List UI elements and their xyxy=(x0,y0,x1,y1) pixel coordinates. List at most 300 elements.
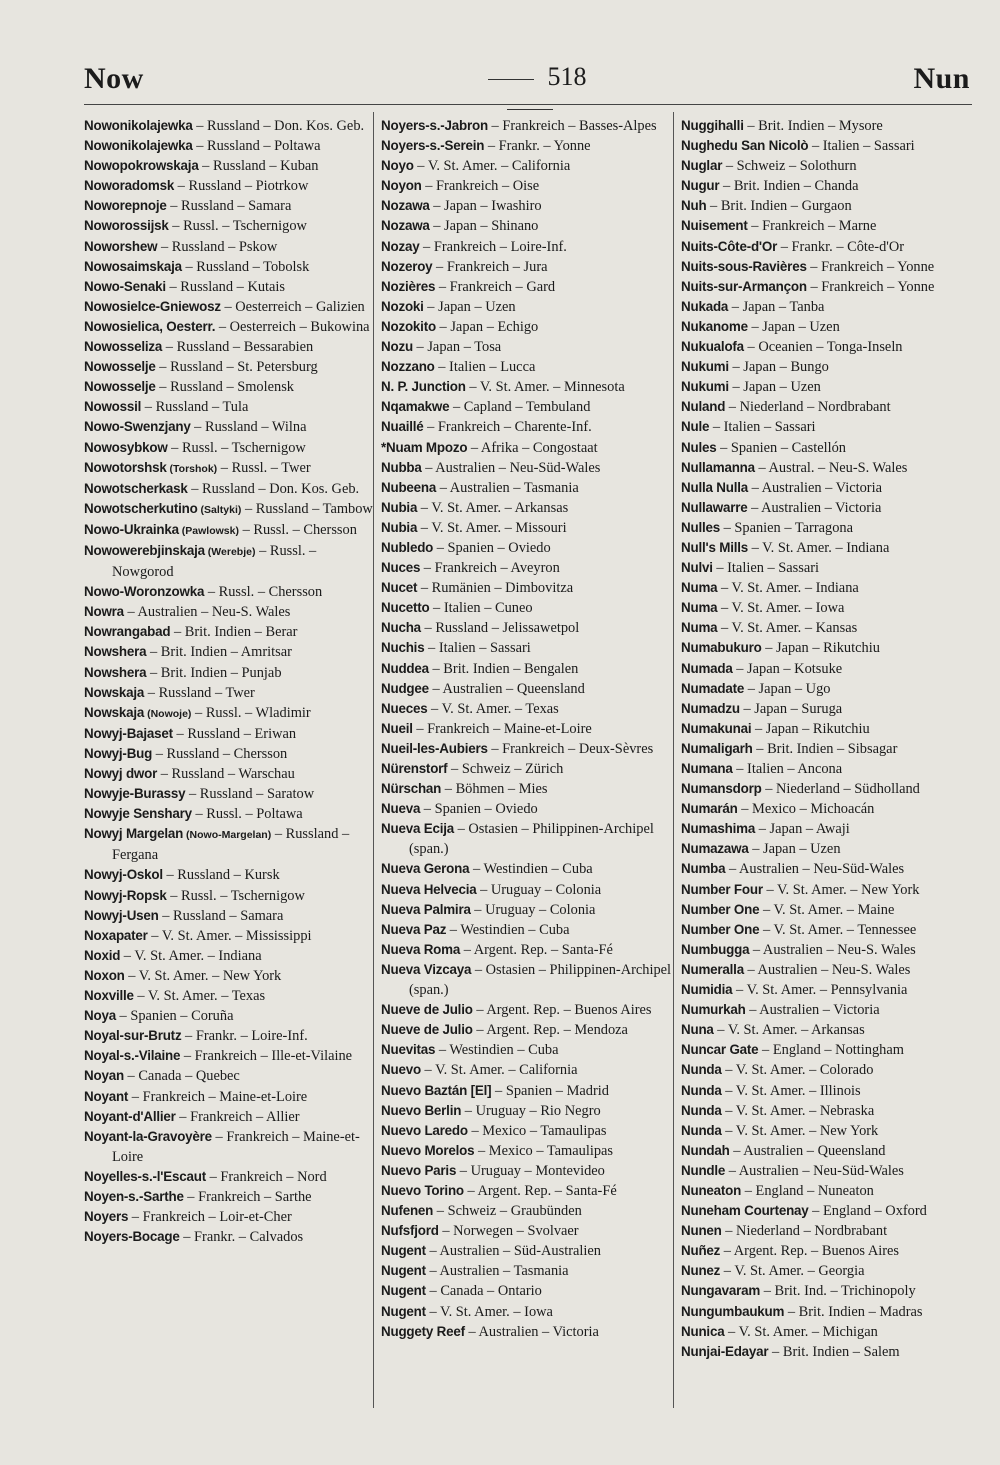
dictionary-entry xyxy=(681,1141,976,1161)
dictionary-entry xyxy=(681,1342,976,1362)
dictionary-entry xyxy=(381,1221,676,1241)
dictionary-entry xyxy=(381,417,676,437)
entry-location: – Ostasien – Philippinen-Archipel (span.) xyxy=(409,821,654,858)
entry-headword: Nueil xyxy=(381,720,413,736)
entry-location: – Oceanien – Tonga-Inseln xyxy=(743,339,903,356)
dictionary-entry xyxy=(381,397,676,417)
entry-location: – V. St. Amer. – New York xyxy=(124,967,282,984)
entry-headword: Numa xyxy=(681,620,718,636)
entry-location: – Russland – Poltawa xyxy=(192,138,321,155)
dictionary-entry xyxy=(381,799,676,819)
entry-headword: Nucet xyxy=(381,580,418,596)
entry-headword: Nuglar xyxy=(681,158,723,174)
header-rule xyxy=(84,104,972,105)
dictionary-entry xyxy=(84,1006,379,1026)
dictionary-entry xyxy=(381,1302,676,1322)
dictionary-entry xyxy=(681,136,976,156)
dictionary-entry xyxy=(84,986,379,1006)
dictionary-entry xyxy=(381,1181,676,1201)
entry-location: – Niederland – Nordbrabant xyxy=(725,399,891,416)
entry-headword: Nowshera xyxy=(84,664,147,680)
entry-headword: Noyers xyxy=(84,1209,129,1225)
entry-headword: Nowyj-Ropsk xyxy=(84,887,167,903)
entry-location: – Australien – Neu-S. Wales xyxy=(123,604,291,621)
entry-headword: Nubba xyxy=(381,459,422,475)
entry-headword: Numidia xyxy=(681,982,733,998)
entry-location: – Brit. Indien – Bengalen xyxy=(428,660,579,677)
entry-location: – Canada – Ontario xyxy=(425,1283,542,1300)
dictionary-entry xyxy=(84,1207,379,1227)
dictionary-entry xyxy=(381,1060,676,1080)
dictionary-entry xyxy=(681,176,976,196)
entry-headword: Nucha xyxy=(381,620,421,636)
entry-headword: Nufenen xyxy=(381,1203,434,1219)
entry-location: – Russland – Smolensk xyxy=(155,379,295,396)
entry-location: – England – Oxford xyxy=(808,1203,927,1220)
entry-headword: Nowra xyxy=(84,604,124,620)
dictionary-entry xyxy=(681,277,976,297)
entry-location: – Russland – Pskow xyxy=(157,238,278,255)
entry-location: – Frankreich – Allier xyxy=(175,1108,300,1125)
dictionary-entry xyxy=(84,926,379,946)
entry-headword: Nueva Vizcaya xyxy=(381,961,472,977)
entry-headword: Nungumbaukum xyxy=(681,1303,785,1319)
dictionary-entry xyxy=(381,960,676,1000)
entry-location: – Russland – Tobolsk xyxy=(181,258,310,275)
entry-headword: Nowyj Margelan xyxy=(84,826,184,842)
dictionary-entry xyxy=(381,1040,676,1060)
dictionary-entry xyxy=(681,960,976,980)
entry-headword: Noya xyxy=(84,1008,116,1024)
dictionary-entry xyxy=(381,779,676,799)
entry-headword: Numashima xyxy=(681,821,756,837)
entry-headword: Noyal-sur-Brutz xyxy=(84,1028,182,1044)
entry-location: – Frankreich – Maine-et-Loire xyxy=(112,1128,360,1165)
entry-location: – Italien – Ancona xyxy=(732,761,843,777)
entry-headword: Nugent xyxy=(381,1263,426,1279)
entry-headword: Nugent xyxy=(381,1283,426,1299)
dictionary-entry xyxy=(381,920,676,940)
entry-location: – Russland – Samara xyxy=(158,907,284,924)
entry-headword: Nulla Nulla xyxy=(681,479,748,495)
entry-headword: Numazawa xyxy=(681,841,749,857)
dictionary-entry xyxy=(84,216,379,236)
entry-headword: Nuevo Berlin xyxy=(381,1102,462,1118)
dictionary-entry xyxy=(381,1121,676,1141)
dictionary-entry xyxy=(84,417,379,437)
dash-right xyxy=(507,109,553,110)
entry-headword: Nuggihalli xyxy=(681,118,744,133)
dictionary-entry xyxy=(681,478,976,498)
entry-location: – Frankreich – Gard xyxy=(435,278,556,295)
entry-location: – Norwegen – Svolvaer xyxy=(438,1223,579,1240)
entry-headword: Nunica xyxy=(681,1323,725,1339)
entry-headword: Nucetto xyxy=(381,600,430,616)
entry-location: – Japan – Shinano xyxy=(429,218,539,235)
dictionary-entry xyxy=(381,438,676,458)
dictionary-entry xyxy=(681,1241,976,1261)
entry-headword: Nufsfjord xyxy=(381,1223,439,1239)
entry-location: – Japan – Awaji xyxy=(755,821,850,838)
entry-headword: Nukumi xyxy=(681,379,729,395)
entry-location: – Rumänien – Dimbovitza xyxy=(417,580,574,597)
entry-headword: Nürschan xyxy=(381,781,442,797)
dictionary-entry xyxy=(84,1127,379,1167)
entry-location: – Russland – St. Petersburg xyxy=(155,359,318,376)
entry-headword: Number One xyxy=(681,901,760,917)
dictionary-entry xyxy=(381,136,676,156)
dictionary-entry xyxy=(84,541,379,582)
entry-location: – Westindien – Cuba xyxy=(435,1042,559,1059)
dictionary-entry xyxy=(84,683,379,703)
entry-headword: Null's Mills xyxy=(681,539,749,555)
entry-headword: Noyen-s.-Sarthe xyxy=(84,1188,184,1204)
entry-headword: Nozières xyxy=(381,278,436,294)
dictionary-entry xyxy=(681,1201,976,1221)
entry-headword: Noyelles-s.-l'Escaut xyxy=(84,1168,206,1184)
entry-headword: Number One xyxy=(681,921,760,937)
entry-location: – Australien – Victoria xyxy=(748,479,882,496)
dictionary-entry xyxy=(84,116,379,136)
dictionary-entry xyxy=(681,719,976,739)
dictionary-entry xyxy=(381,759,676,779)
entry-location: – Australien – Tasmania xyxy=(436,479,579,496)
entry-headword: Nubia xyxy=(381,499,418,515)
entry-headword: Nowyje Senshary xyxy=(84,806,192,822)
dictionary-entry xyxy=(84,784,379,804)
entry-location: – Russland – Bessarabien xyxy=(162,339,314,356)
entry-headword: Nowosaimskaja xyxy=(84,258,182,274)
entry-location: – England – Nuneaton xyxy=(741,1182,874,1199)
entry-headword: Nuevo Paris xyxy=(381,1162,457,1178)
dictionary-entry xyxy=(681,518,976,538)
entry-headword: Nowowerebjinskaja xyxy=(84,542,205,558)
dictionary-entry xyxy=(84,1227,379,1247)
entry-location: – Japan – Uzen xyxy=(747,318,840,335)
dictionary-entry xyxy=(84,196,379,216)
dictionary-entry xyxy=(681,799,976,819)
entry-headword: Nunen xyxy=(681,1223,722,1239)
entry-headword: Numakunai xyxy=(681,720,752,736)
dictionary-entry xyxy=(681,839,976,859)
dictionary-entry xyxy=(681,900,976,920)
dictionary-entry xyxy=(381,618,676,638)
dictionary-entry xyxy=(381,739,676,759)
entry-location: – Russland – Samara xyxy=(166,198,292,215)
entry-headword: Nullawarre xyxy=(681,499,748,515)
dictionary-entry xyxy=(681,739,976,759)
dictionary-entry xyxy=(381,819,676,859)
dictionary-entry xyxy=(681,880,976,900)
entry-headword: Nueve de Julio xyxy=(381,1002,473,1018)
entry-location: – Uruguay – Rio Negro xyxy=(461,1102,601,1119)
dictionary-entry xyxy=(381,498,676,518)
entry-location: – Argent. Rep. – Buenos Aires xyxy=(720,1243,899,1260)
entry-headword: Noyal-s.-Vilaine xyxy=(84,1048,181,1064)
entry-location: – Russl. – Chersson xyxy=(238,521,357,538)
entry-location: – Oesterreich – Galizien xyxy=(220,298,365,315)
entry-headword: Nubledo xyxy=(381,539,434,555)
entry-headword: Numbugga xyxy=(681,941,750,957)
dictionary-entry xyxy=(681,1181,976,1201)
entry-location: – Frankreich – Ille-et-Vilaine xyxy=(180,1048,353,1065)
dictionary-entry xyxy=(84,277,379,297)
dictionary-entry xyxy=(84,1066,379,1086)
entry-headword: Nowosybkow xyxy=(84,439,168,455)
entry-location: – Brit. Indien – Gurgaon xyxy=(706,198,852,215)
dictionary-entry xyxy=(381,1322,676,1342)
dictionary-entry xyxy=(84,317,379,337)
entry-headword: Nuevo Baztán [El] xyxy=(381,1082,492,1098)
entry-headword: Nukualofa xyxy=(681,339,744,355)
entry-location: – Ostasien – Philippinen-Archipel (span.) xyxy=(409,961,672,999)
entry-headword: Nozay xyxy=(381,238,420,254)
entry-location: – Russland – Fergana xyxy=(112,826,350,864)
entry-location: – Russland – Wilna xyxy=(190,419,307,436)
entry-location: – Uruguay – Montevideo xyxy=(456,1162,605,1179)
dictionary-entry xyxy=(84,642,379,662)
entry-location: – Spanien – Tarragona xyxy=(720,519,854,536)
entry-headword: Nueces xyxy=(381,700,428,716)
entry-headword: Noyers-Bocage xyxy=(84,1229,180,1245)
dictionary-entry xyxy=(681,558,976,578)
dictionary-entry xyxy=(681,397,976,417)
entry-headword: Nowopokrowskaja xyxy=(84,158,199,174)
dictionary-entry xyxy=(381,518,676,538)
entry-headword: Noyon xyxy=(381,178,422,194)
dictionary-entry xyxy=(84,458,379,479)
dictionary-entry xyxy=(381,719,676,739)
entry-location: – Frankr. – Loire-Inf. xyxy=(181,1028,308,1045)
entry-headword: Nugur xyxy=(681,178,720,194)
dictionary-entry xyxy=(84,622,379,642)
entry-location: – Japan – Iwashiro xyxy=(429,198,542,215)
entry-headword: Nueva Roma xyxy=(381,941,461,957)
entry-headword: Nuevo xyxy=(381,1062,421,1078)
entry-location: – Westindien – Cuba xyxy=(469,861,593,878)
dictionary-entry xyxy=(681,1261,976,1281)
entry-headword: Nowskaja xyxy=(84,684,145,700)
entry-location: – Italien – Sassari xyxy=(808,138,915,155)
entry-location: – Australien – Neu-Süd-Wales xyxy=(421,459,601,476)
entry-location: – Brit. Indien – Salem xyxy=(768,1343,900,1360)
entry-headword: Nowyj-Bug xyxy=(84,745,153,761)
dictionary-entry xyxy=(381,659,676,679)
entry-alt-name: (Saltyki) xyxy=(197,503,242,516)
header-right-guide-word: Nun xyxy=(913,62,970,95)
entry-headword: Nowyje-Burassy xyxy=(84,786,186,802)
entry-location: – Capland – Tembuland xyxy=(449,399,591,416)
entry-headword: Nowonikolajewka xyxy=(84,118,193,133)
entry-headword: Nowossil xyxy=(84,399,142,415)
entry-location: – Brit. Indien – Mysore xyxy=(743,118,883,134)
entry-location: – Argent. Rep. – Mendoza xyxy=(472,1022,628,1039)
dictionary-entry xyxy=(681,297,976,317)
entry-headword: Nuh xyxy=(681,198,707,214)
dictionary-entry xyxy=(381,679,676,699)
entry-location: – Argent. Rep. – Santa-Fé xyxy=(460,941,613,958)
entry-headword: Noworossijsk xyxy=(84,218,169,234)
dictionary-entry xyxy=(681,759,976,779)
dictionary-entry xyxy=(84,357,379,377)
entry-headword: Numadzu xyxy=(681,700,740,716)
dictionary-entry xyxy=(681,1000,976,1020)
entry-headword: Nueva Paz xyxy=(381,921,447,937)
entry-location: – V. St. Amer. – Arkansas xyxy=(417,499,569,516)
entry-location: – Niederland – Südholland xyxy=(761,781,920,798)
dictionary-entry xyxy=(84,582,379,602)
entry-headword: Noxid xyxy=(84,947,121,963)
dictionary-entry xyxy=(681,638,976,658)
entry-headword: Numabukuro xyxy=(681,640,762,656)
dictionary-entry xyxy=(84,744,379,764)
entry-location: – Frankr. – Yonne xyxy=(484,138,591,155)
dictionary-entry xyxy=(681,458,976,478)
dictionary-entry xyxy=(381,176,676,196)
entry-location: – V. St. Amer. – Tennessee xyxy=(759,921,917,938)
dictionary-entry xyxy=(681,156,976,176)
entry-location: – V. St. Amer. – California xyxy=(420,1062,578,1079)
entry-headword: Nowyj-Bajaset xyxy=(84,725,173,741)
dictionary-entry xyxy=(381,538,676,558)
entry-location: – Spanien – Coruña xyxy=(115,1008,234,1025)
entry-headword: Nowshera xyxy=(84,644,147,660)
entry-location: – V. St. Amer. – Missouri xyxy=(417,519,567,536)
dictionary-entry xyxy=(681,1060,976,1080)
dictionary-entry xyxy=(84,237,379,257)
dictionary-entry xyxy=(84,602,379,622)
entry-location: – Russland – Don. Kos. Geb. xyxy=(192,118,365,134)
entry-headword: Nuits-sous-Ravières xyxy=(681,258,807,274)
entry-location: – Japan – Echigo xyxy=(435,318,539,335)
entry-headword: Nozu xyxy=(381,339,413,355)
entry-headword: Nugent xyxy=(381,1303,426,1319)
dictionary-entry xyxy=(381,257,676,277)
entry-headword: Nudgee xyxy=(381,680,429,696)
entry-headword: Nqamakwe xyxy=(381,399,450,415)
dictionary-entry xyxy=(381,277,676,297)
entry-headword: Noyant xyxy=(84,1088,129,1104)
entry-location: – V. St. Amer. – Kansas xyxy=(717,620,858,637)
dictionary-entry xyxy=(381,578,676,598)
entry-headword: Nuchis xyxy=(381,640,425,656)
entry-location: – Japan – Uzen xyxy=(423,298,516,315)
dictionary-entry xyxy=(84,865,379,885)
page-number-block xyxy=(440,62,620,122)
entry-location: – V. St. Amer. – Texas xyxy=(133,988,266,1005)
entry-location: – Frankr. – Côte-d'Or xyxy=(777,238,905,255)
dictionary-entry xyxy=(381,859,676,879)
entry-headword: Nowyj-Oskol xyxy=(84,867,163,883)
entry-location: – Westindien – Cuba xyxy=(446,921,570,938)
dictionary-entry xyxy=(381,880,676,900)
entry-location: – Russland – Tula xyxy=(141,399,249,416)
dictionary-entry xyxy=(681,498,976,518)
entry-headword: Nundle xyxy=(681,1162,726,1178)
dictionary-entry xyxy=(84,886,379,906)
entry-headword: Nowotorshsk xyxy=(84,459,167,475)
entry-location: – Russl. – Nowgorod xyxy=(112,542,317,581)
dictionary-entry xyxy=(381,196,676,216)
entry-location: – Russland – Jelissawetpol xyxy=(420,620,580,637)
entry-headword: *Nuam Mpozo xyxy=(381,439,468,455)
dictionary-entry xyxy=(381,1101,676,1121)
entry-location: – Uruguay – Colonia xyxy=(476,881,602,898)
entry-location: – Brit. Indien – Punjab xyxy=(146,664,282,681)
entry-location: – Russl. – Twer xyxy=(217,459,311,476)
entry-location: – Russland – Kutais xyxy=(165,278,286,295)
entry-alt-name: (Nowo-Margelan) xyxy=(183,829,272,842)
entry-headword: Numaligarh xyxy=(681,740,753,756)
dictionary-entry xyxy=(381,598,676,618)
entry-headword: Nughedu San Nicolò xyxy=(681,138,809,154)
entry-location: – Frankreich – Oise xyxy=(421,178,540,195)
dictionary-entry xyxy=(681,438,976,458)
entry-headword: Nuland xyxy=(681,399,726,415)
dictionary-entry xyxy=(84,257,379,277)
entry-location: – Russland – Kursk xyxy=(162,867,280,884)
entry-headword: Nukanome xyxy=(681,318,748,334)
dictionary-entry xyxy=(681,679,976,699)
entry-headword: Nowo-Swenzjany xyxy=(84,419,191,435)
dictionary-entry xyxy=(84,724,379,744)
entry-location: – England – Nottingham xyxy=(758,1042,904,1059)
entry-location: – Frankreich – Deux-Sèvres xyxy=(487,740,654,757)
entry-location: – Japan – Rikutchiu xyxy=(751,720,870,737)
dictionary-entry xyxy=(381,116,676,136)
dictionary-entry xyxy=(84,1046,379,1066)
entry-headword: Nuncar Gate xyxy=(681,1042,759,1058)
entry-location: – Frankreich – Loir-et-Cher xyxy=(128,1209,292,1226)
entry-headword: Numa xyxy=(681,600,718,616)
entry-location: – Italien – Sassari xyxy=(709,419,816,436)
entry-headword: Numa xyxy=(681,580,718,596)
dictionary-entry xyxy=(84,176,379,196)
dash-left xyxy=(488,79,534,80)
header-left-guide-word: Now xyxy=(84,62,144,95)
entry-location: – Japan – Rikutchiu xyxy=(761,640,880,657)
dictionary-entry xyxy=(84,1026,379,1046)
entry-headword: Nungavaram xyxy=(681,1283,761,1299)
dictionary-entry xyxy=(681,618,976,638)
entry-location: – Russland – Warschau xyxy=(157,766,295,782)
dictionary-entry xyxy=(381,1000,676,1020)
dictionary-entry xyxy=(381,458,676,478)
entry-location: – Italien – Sassari xyxy=(712,560,820,577)
entry-headword: Noyo xyxy=(381,158,414,174)
dictionary-entry xyxy=(381,156,676,176)
dictionary-entry xyxy=(681,196,976,216)
entry-location: – Frankreich – Aveyron xyxy=(420,560,560,577)
entry-headword: Noyant-la-Gravoyère xyxy=(84,1128,212,1144)
entry-headword: Nukada xyxy=(681,298,729,314)
entry-headword: Nule xyxy=(681,419,710,435)
entry-location: – Russland – Piotrkow xyxy=(174,178,309,195)
dictionary-entry xyxy=(681,538,976,558)
entry-location: – Australien – Neu-S. Wales xyxy=(749,941,916,958)
entry-headword: Noxville xyxy=(84,988,134,1004)
entry-headword: Nuaillé xyxy=(381,419,424,435)
dictionary-entry xyxy=(381,940,676,960)
entry-headword: Nundah xyxy=(681,1142,730,1158)
dictionary-entry xyxy=(84,156,379,176)
entry-location: – V. St. Amer. – Nebraska xyxy=(721,1102,875,1119)
entry-headword: Nunjai-Edayar xyxy=(681,1343,769,1359)
dictionary-entry xyxy=(84,906,379,926)
dictionary-entry xyxy=(381,297,676,317)
dictionary-entry xyxy=(381,699,676,719)
dictionary-entry xyxy=(681,578,976,598)
